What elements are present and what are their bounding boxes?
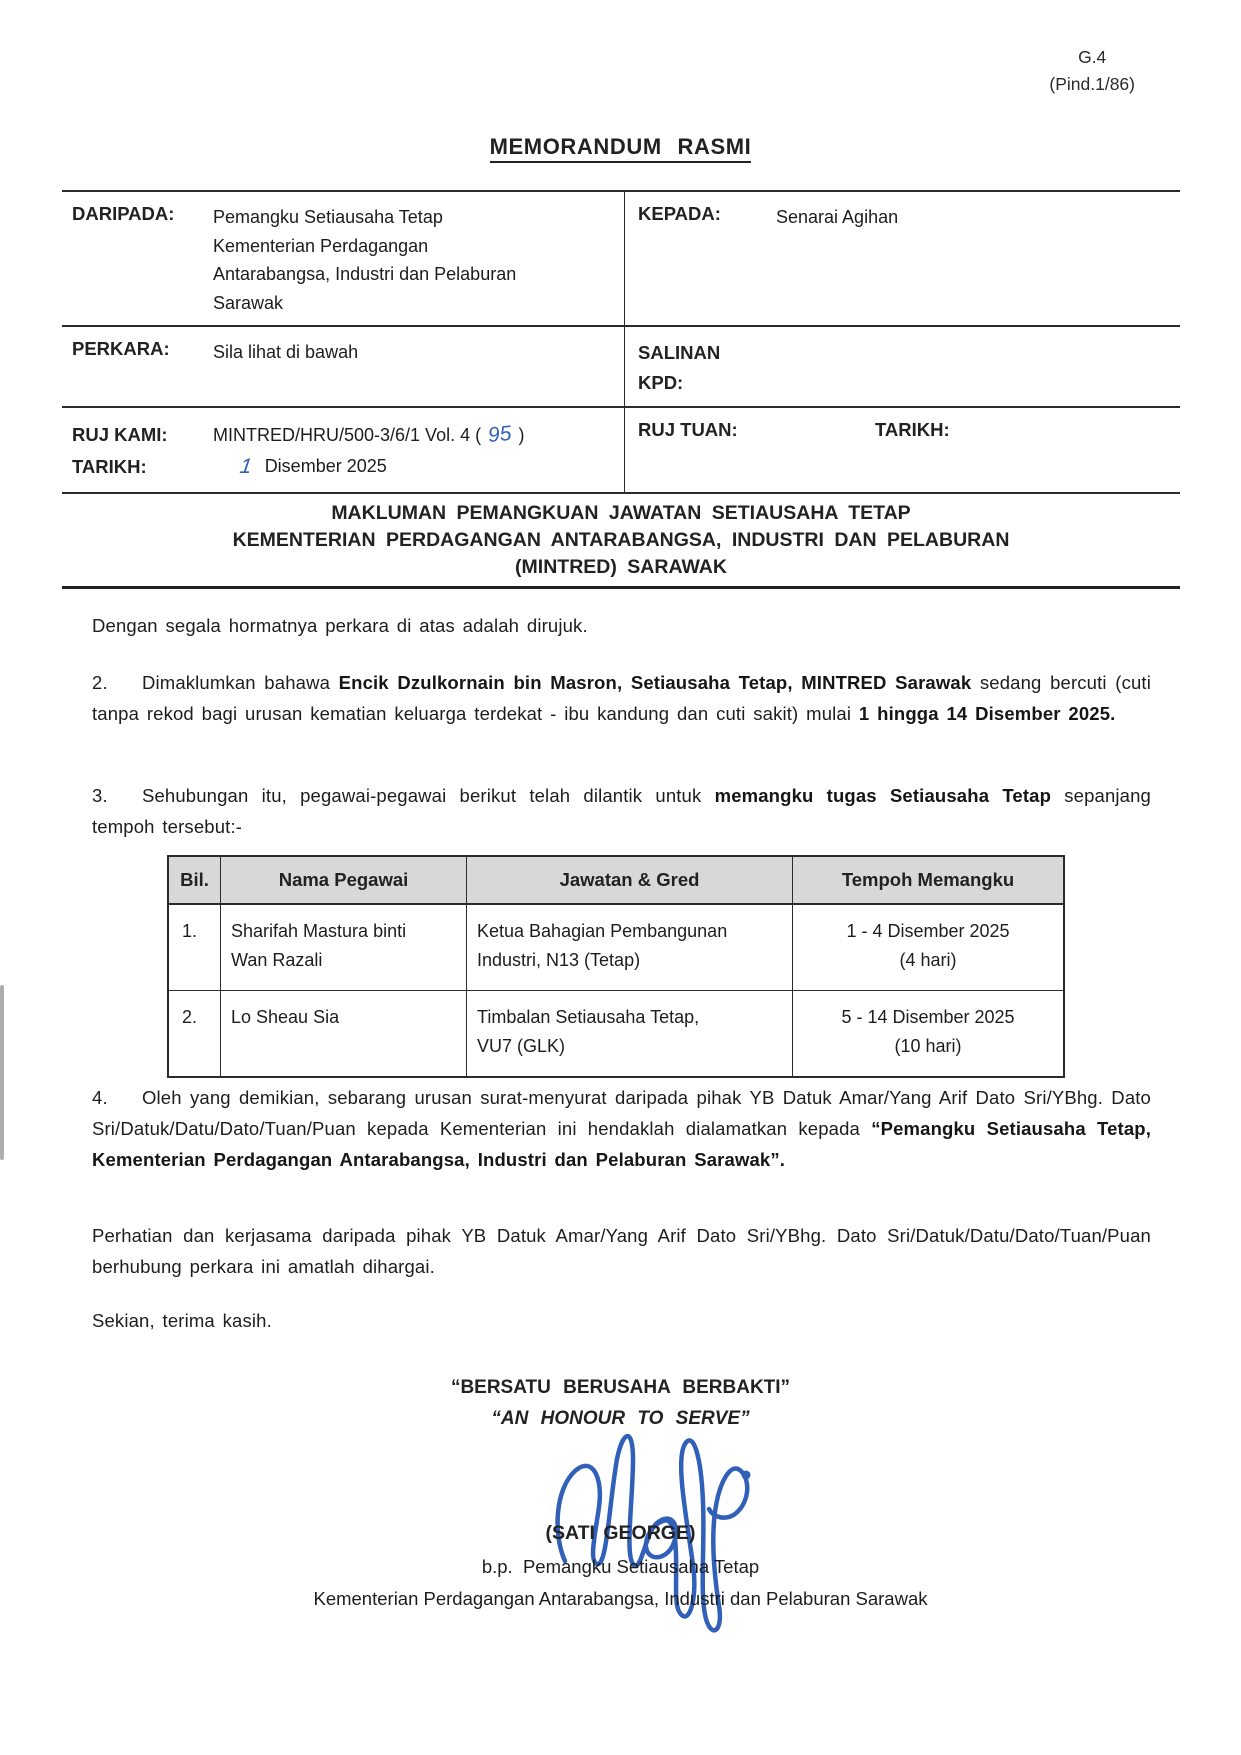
officers-header-nama: Nama Pegawai [221, 857, 467, 903]
row1-nama-line1: Sharifah Mastura binti [231, 921, 407, 941]
paragraph-2-bold-name: Encik Dzulkornain bin Masron, Setiausaha Tetap, MINTRED Sarawak [338, 672, 972, 693]
officers-table-header-row [169, 857, 1063, 905]
officers-header-jawatan: Jawatan & Gred [467, 857, 793, 903]
tarikh-day-handwritten: 1 [238, 455, 254, 478]
form-revision: (Pind.1/86) [1049, 74, 1135, 94]
subject-line3: (MINTRED) SARAWAK [515, 556, 727, 578]
subject-heading [62, 500, 1180, 589]
closing-paragraph: Sekian, terima kasih. [92, 1310, 272, 1331]
header-row-ruj [62, 408, 1180, 492]
row1-jawatan [467, 905, 793, 990]
paragraph-4-bold: “Pemangku Setiausaha Tetap, Kementerian Perdagangan Antarabangsa, Industri dan Pelaburan Sarawak”. [92, 1118, 1151, 1170]
salutation-paragraph: Dengan segala hormatnya perkara di atas adalah dirujuk. [92, 615, 588, 636]
signature-org: Kementerian Perdagangan Antarabangsa, Industri dan Pelaburan Sarawak [313, 1588, 928, 1609]
kepada-label: KEPADA: [638, 203, 721, 224]
row1-nama-line2: Wan Razali [231, 950, 323, 970]
row2-jawatan-line2: VU7 (GLK) [477, 1036, 566, 1056]
salinan-label-line1: SALINAN [638, 342, 721, 363]
perkara-label: PERKARA: [72, 338, 170, 359]
row1-tempoh-line1: 1 - 4 Disember 2025 [846, 921, 1010, 941]
memo-title: MEMORANDUM RASMI [490, 134, 752, 163]
paragraph-2-text-middle: sedang bercuti (cuti tanpa rekod bagi urusan kematian keluarga terdekat - ibu kandung dan cuti sakit) mulai [92, 672, 1151, 724]
subject-line2: KEMENTERIAN PERDAGANGAN ANTARABANGSA, INDUSTRI DAN PELABURAN [232, 529, 1010, 551]
ruj-kami-value-prefix: MINTRED/HRU/500-3/6/1 Vol. 4 ( [213, 425, 482, 445]
row1-bil: 1. [169, 905, 221, 990]
ruj-kami-label: RUJ KAMI: [72, 424, 168, 445]
row2-tempoh-line2: (10 hari) [894, 1036, 962, 1056]
ruj-kami-value-suffix: ) [518, 425, 525, 445]
row2-jawatan-line1: Timbalan Setiausaha Tetap, [477, 1007, 700, 1027]
form-code-block [1049, 44, 1135, 98]
motto-line-1: “BERSATU BERUSAHA BERBAKTI” [450, 1377, 791, 1398]
paragraph-3-text-end: sepanjang tempoh tersebut:- [92, 785, 1151, 837]
paragraph-2 [92, 667, 1151, 729]
perkara-cell [62, 327, 624, 406]
daripada-value-line2: Kementerian Perdagangan [213, 235, 429, 256]
scan-artifact [0, 985, 4, 1160]
row2-nama [221, 991, 467, 1076]
daripada-value-line1: Pemangku Setiausaha Tetap [213, 207, 443, 227]
officers-header-tempoh: Tempoh Memangku [841, 869, 1015, 890]
ruj-tuan-cell [624, 408, 1180, 492]
row2-jawatan [467, 991, 793, 1076]
header-row-perkara [62, 327, 1180, 408]
appreciation-paragraph: Perhatian dan kerjasama daripada pihak YB Datuk Amar/Yang Arif Dato Sri/YBhg. Dato Sri/Datuk/Datu/Dato/Tuan/Puan berhubung perkara ini amatlah dihargai. [92, 1225, 1151, 1277]
paragraph-3-bold: memangku tugas Setiausaha Tetap [714, 785, 1052, 806]
signature-capacity: b.p. Pemangku Setiausaha Tetap [481, 1556, 760, 1577]
daripada-value-line3: Antarabangsa, Industri dan Pelaburan [213, 264, 517, 284]
paragraph-4 [92, 1082, 1151, 1175]
officers-header-bil: Bil. [169, 857, 221, 903]
ruj-kami-value [213, 419, 524, 451]
row1-nama [221, 905, 467, 990]
officers-table [167, 855, 1065, 1078]
memo-title-wrap [0, 134, 1241, 160]
form-code: G.4 [1078, 47, 1107, 67]
paragraph-3-number: 3. [92, 785, 108, 806]
header-row-daripada [62, 192, 1180, 327]
daripada-cell [62, 192, 624, 325]
paragraph-3-text-start: Sehubungan itu, pegawai-pegawai berikut telah dilantik untuk [142, 785, 715, 806]
kepada-value: Senarai Agihan [776, 207, 899, 227]
paragraph-4-number: 4. [92, 1087, 108, 1108]
paragraph-2-number: 2. [92, 672, 108, 693]
row1-jawatan-line1: Ketua Bahagian Pembangunan [477, 921, 728, 941]
perkara-value: Sila lihat di bawah [213, 342, 359, 362]
officers-table-row-1 [169, 905, 1063, 991]
paragraph-2-text-start: Dimaklumkan bahawa [142, 672, 339, 693]
row1-tempoh-line2: (4 hari) [899, 950, 957, 970]
paragraph-4-text-start: Oleh yang demikian, sebarang urusan surat-menyurat daripada pihak YB Datuk Amar/Yang Arif Dato Sri/YBhg. Dato Sri/Datuk/Datu/Dato/Tuan/Puan kepada Kementerian ini hendaklah dialamatkan kepada [92, 1087, 1151, 1139]
salinan-cell [624, 327, 1180, 406]
tarikh-right-label: TARIKH: [875, 419, 950, 440]
tarikh-value: Disember 2025 [264, 456, 387, 476]
ruj-kami-number-handwritten: 95 [486, 421, 513, 448]
signature-name: (SATI GEORGE) [545, 1522, 696, 1544]
paragraph-3 [92, 780, 1151, 842]
row2-bil: 2. [169, 991, 221, 1076]
daripada-value [213, 203, 516, 317]
row1-tempoh [793, 905, 1063, 990]
tarikh-label: TARIKH: [72, 456, 147, 477]
ruj-kami-cell [62, 408, 624, 492]
sender-recipient-table [62, 190, 1180, 494]
row1-jawatan-line2: Industri, N13 (Tetap) [477, 950, 641, 970]
row2-nama-line1: Lo Sheau Sia [231, 1007, 340, 1027]
kepada-cell [624, 192, 1180, 325]
motto-line-2: “AN HONOUR TO SERVE” [491, 1408, 750, 1429]
ruj-tuan-label: RUJ TUAN: [638, 419, 738, 440]
signature-dot [742, 1471, 751, 1480]
officers-table-row-2 [169, 991, 1063, 1076]
salinan-label-line2: KPD: [638, 372, 684, 393]
row2-tempoh [793, 991, 1063, 1076]
daripada-label: DARIPADA: [72, 203, 175, 224]
paragraph-2-bold-dates: 1 hingga 14 Disember 2025. [858, 703, 1116, 724]
subject-line1: MAKLUMAN PEMANGKUAN JAWATAN SETIAUSAHA TETAP [331, 502, 911, 524]
row2-tempoh-line1: 5 - 14 Disember 2025 [841, 1007, 1015, 1027]
daripada-value-line4: Sarawak [213, 292, 284, 313]
